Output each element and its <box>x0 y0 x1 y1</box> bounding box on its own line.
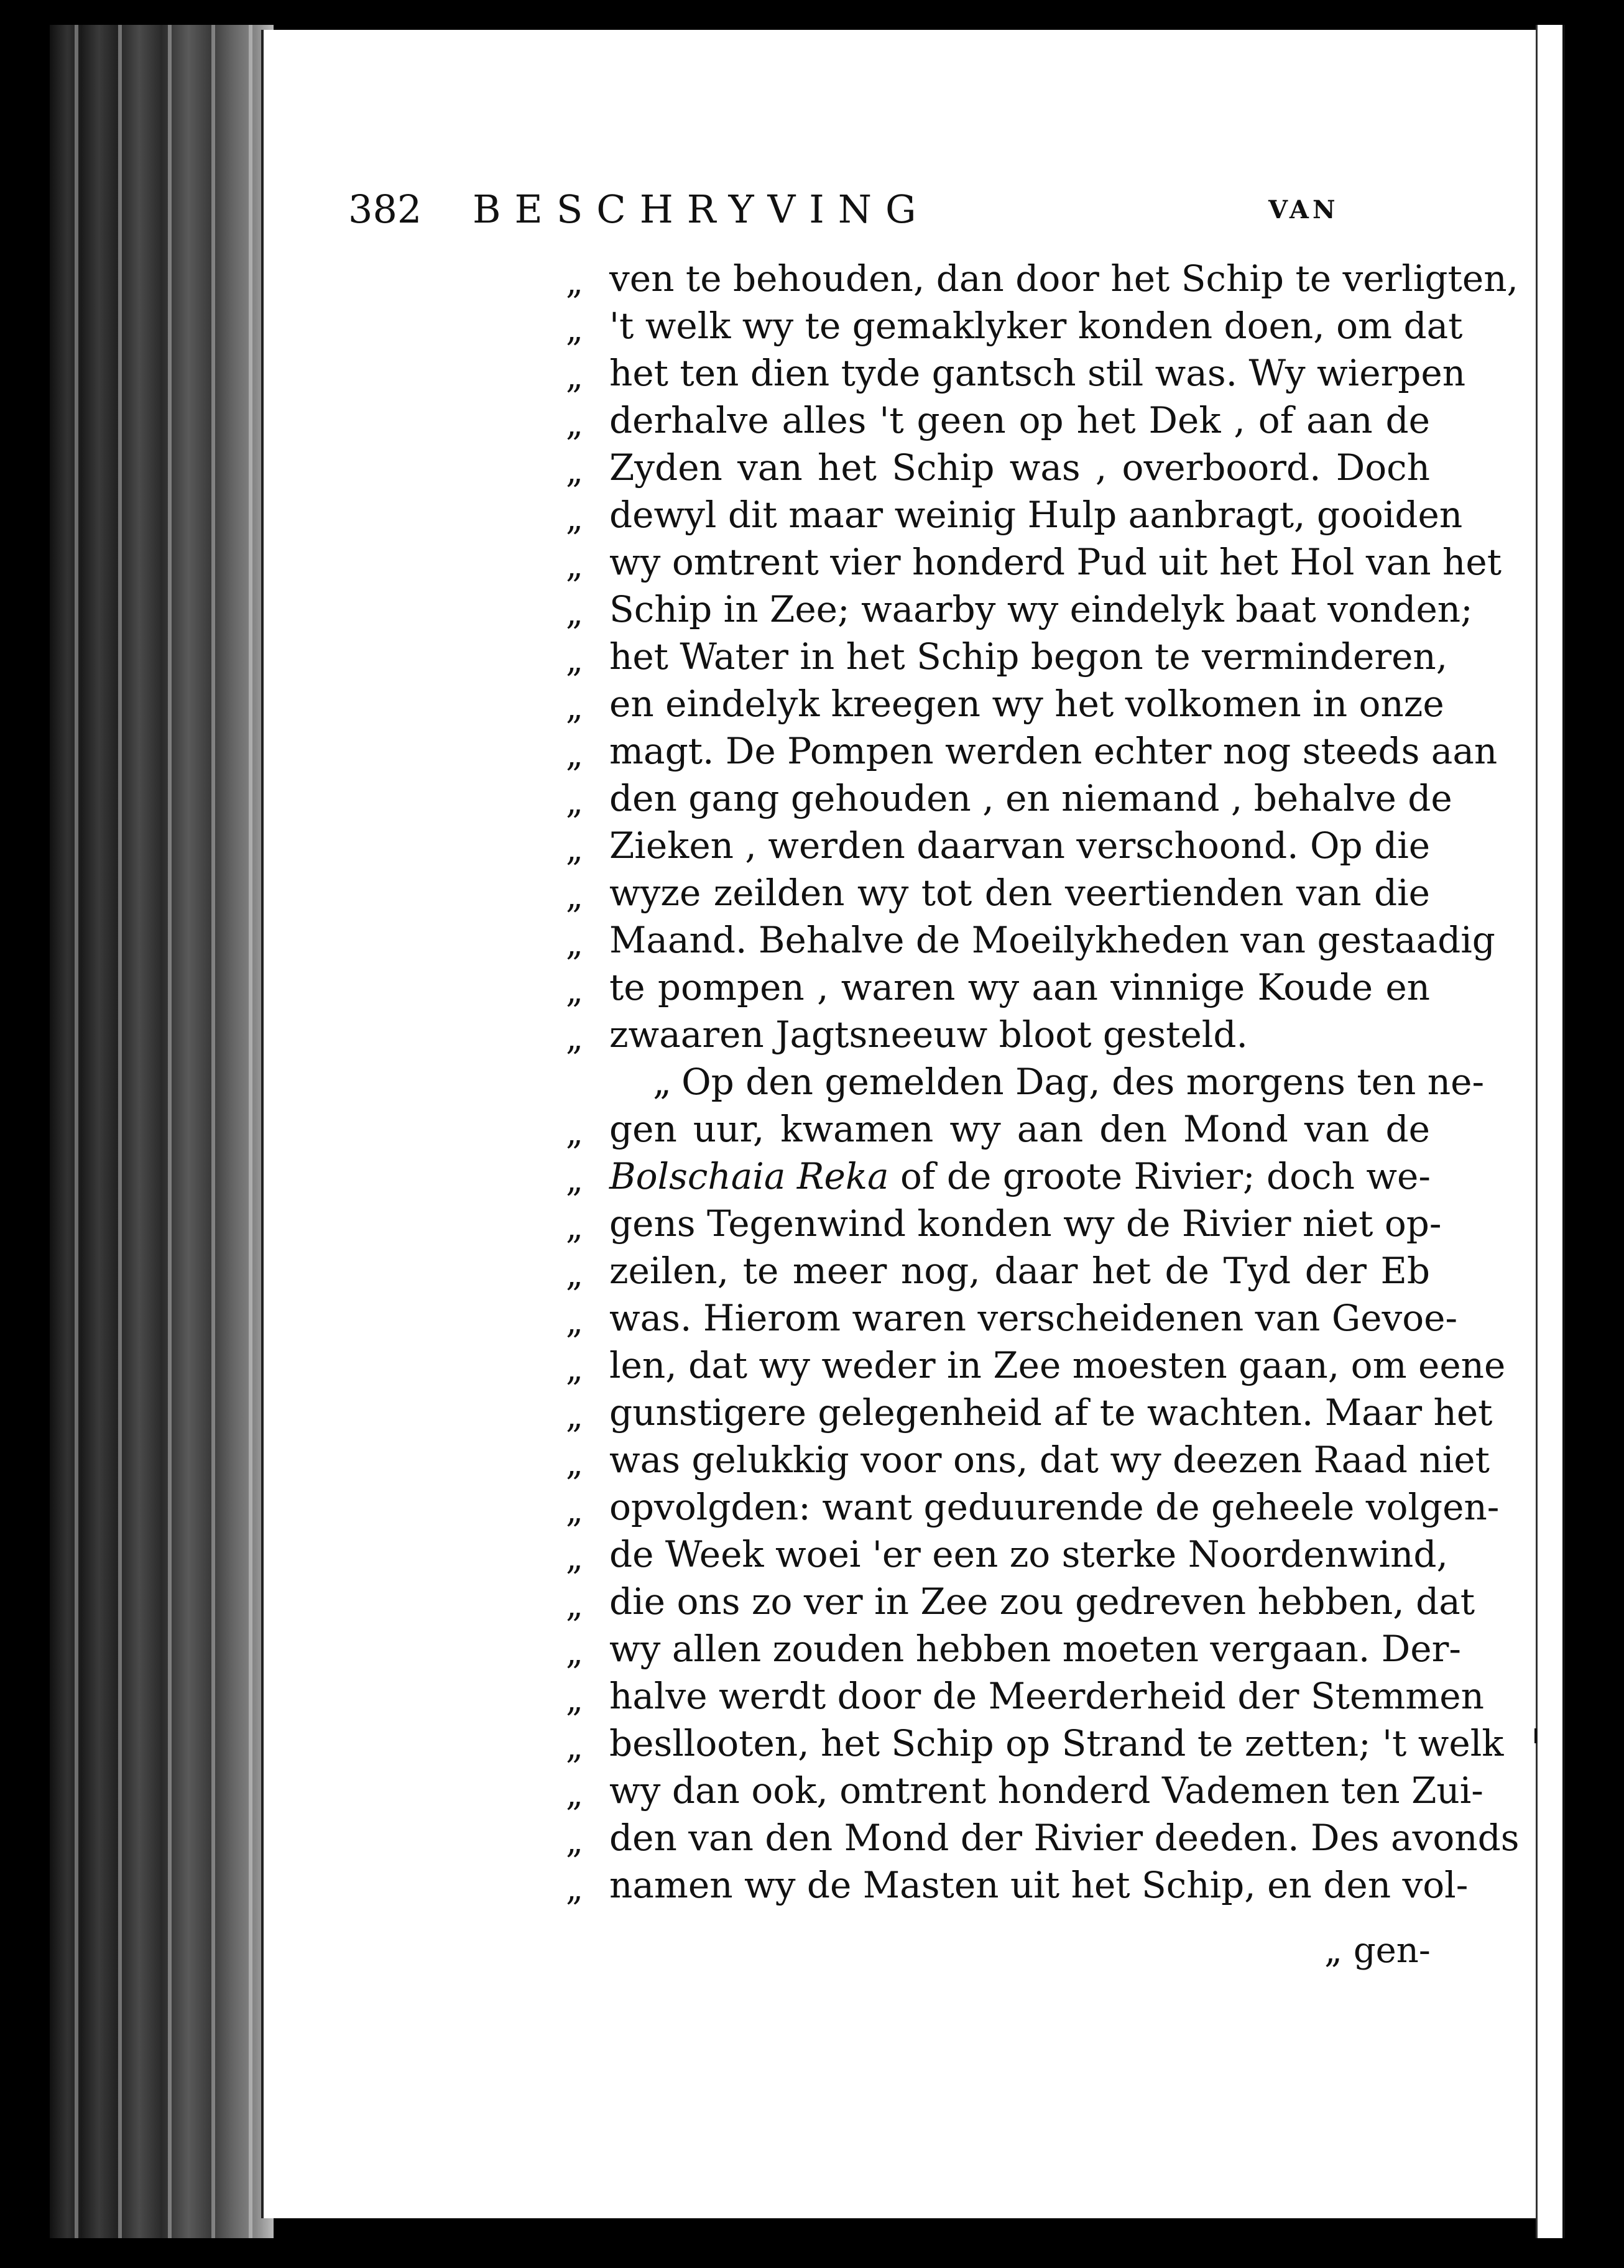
line-text: Zyden van het Schip was , overboord. Doch <box>609 446 1430 489</box>
text-line <box>566 1767 1483 1814</box>
quote-mark: „ <box>566 1869 583 1908</box>
text-line <box>566 1011 1430 1058</box>
quote-mark: „ <box>566 1538 583 1577</box>
quote-mark: „ <box>566 357 583 396</box>
quote-mark: „ <box>566 1302 583 1341</box>
paragraph-1 <box>566 255 1518 1058</box>
quote-mark: „ <box>566 1680 583 1719</box>
quote-mark: „ <box>566 1822 583 1861</box>
quote-mark: „ <box>566 829 583 869</box>
text-line <box>566 1436 1490 1483</box>
page-edge-stripe <box>75 25 78 2238</box>
quote-mark: „ <box>566 1349 583 1388</box>
body-text <box>566 255 1520 1909</box>
quote-mark: „ <box>566 451 583 491</box>
text-line <box>566 1861 1469 1909</box>
quote-mark: „ <box>566 310 583 349</box>
line-text: ven te behouden, dan door het Schip te verligten, <box>609 257 1518 300</box>
page-edge-stripe <box>118 25 122 2238</box>
line-text: was gelukkig voor ons, dat wy deezen Raad niet <box>609 1439 1490 1481</box>
text-line <box>609 1058 1485 1105</box>
text-line <box>566 302 1463 349</box>
quote-mark: „ <box>566 1774 583 1814</box>
text-line <box>566 633 1448 680</box>
line-text: derhalve alles 't geen op het Dek , of aan de <box>609 399 1430 441</box>
line-text: den gang gehouden , en niemand , behalve de <box>609 777 1452 819</box>
running-title-suffix: VAN <box>1268 195 1339 224</box>
text-line <box>566 349 1466 397</box>
line-text: namen wy de Masten uit het Schip, en den vol- <box>609 1864 1469 1906</box>
text-line <box>566 397 1430 444</box>
line-text: Schip in Zee; waarby wy eindelyk baat vonden; <box>609 588 1473 630</box>
text-line <box>566 586 1473 633</box>
line-text: wy omtrent vier honderd Pud uit het Hol van het <box>609 541 1502 583</box>
text-line <box>566 1342 1506 1389</box>
quote-mark: „ <box>566 1633 583 1672</box>
line-text: halve werdt door de Meerderheid der Stemmen <box>609 1675 1484 1717</box>
line-text: het ten dien tyde gantsch stil was. Wy wierpen <box>609 352 1466 394</box>
line-text: te pompen , waren wy aan vinnige Koude en <box>609 966 1430 1008</box>
line-text: besllooten, het Schip op Strand te zetten; 't welk <box>609 1722 1504 1764</box>
text-line <box>566 1200 1442 1247</box>
quote-mark: „ <box>566 640 583 680</box>
text-line <box>566 1578 1475 1625</box>
quote-mark: „ <box>566 1491 583 1530</box>
quote-mark: „ <box>566 1444 583 1483</box>
running-title: BESCHRYVING <box>473 187 930 232</box>
text-line <box>566 1814 1520 1861</box>
italic-place-name: Bolschaia Reka <box>609 1155 889 1197</box>
quote-mark: „ <box>566 499 583 538</box>
line-text: wy dan ook, omtrent honderd Vademen ten Zui- <box>609 1769 1483 1812</box>
quote-mark: „ <box>566 877 583 916</box>
text-line <box>566 869 1430 916</box>
text-line <box>566 964 1430 1011</box>
quote-mark: „ <box>566 404 583 443</box>
text-line <box>566 1153 1431 1200</box>
line-text: opvolgden: want geduurende de geheele volgen- <box>609 1486 1500 1528</box>
page-edge-stripe <box>249 25 252 2238</box>
quote-mark: „ <box>566 1255 583 1294</box>
text-line <box>566 727 1498 775</box>
line-text: den van den Mond der Rivier deeden. Des avonds <box>609 1817 1520 1859</box>
text-line <box>566 491 1463 538</box>
text-line <box>566 1625 1461 1672</box>
text-line <box>566 916 1495 964</box>
line-text: was. Hierom waren verscheidenen van Gevoe- <box>609 1297 1458 1339</box>
text-line <box>566 538 1502 586</box>
text-line <box>566 775 1452 822</box>
page-number: 382 <box>348 187 422 232</box>
text-line <box>566 1105 1430 1153</box>
text-line <box>566 1483 1500 1531</box>
line-text: wyze zeilden wy tot den veertienden van die <box>609 872 1430 914</box>
line-text: Maand. Behalve de Moeilykheden van gestaadig <box>609 919 1495 961</box>
book-fore-edge <box>50 25 274 2238</box>
line-text: de Week woei 'er een zo sterke Noordenwind, <box>609 1533 1448 1575</box>
line-text: 't welk wy te gemaklyker konden doen, om dat <box>609 305 1463 347</box>
catchword: „ gen- <box>1324 1930 1431 1971</box>
quote-mark: „ <box>566 1207 583 1247</box>
quote-mark: „ <box>566 1396 583 1436</box>
page-edge-stripe <box>211 25 215 2238</box>
page-edge-stripe <box>168 25 172 2238</box>
quote-mark: „ <box>566 546 583 585</box>
line-text: het Water in het Schip begon te verminderen, <box>609 635 1448 678</box>
quote-mark: „ <box>566 1160 583 1199</box>
text-line <box>566 1720 1504 1767</box>
page-header <box>348 187 1343 249</box>
quote-mark: „ <box>566 688 583 727</box>
text-line <box>566 1389 1493 1436</box>
line-text: zeilen, te meer nog, daar het de Tyd der Eb <box>609 1250 1430 1292</box>
facing-page-edge <box>1536 25 1565 2238</box>
quote-mark: „ <box>653 1061 672 1103</box>
line-text: magt. De Pompen werden echter nog steeds aan <box>609 730 1498 772</box>
quote-mark: „ <box>566 1727 583 1766</box>
text-line <box>566 444 1430 491</box>
line-text: en eindelyk kreegen wy het volkomen in onze <box>609 683 1444 725</box>
line-text: dewyl dit maar weinig Hulp aanbragt, gooiden <box>609 494 1463 536</box>
quote-mark: „ <box>566 782 583 821</box>
text-line <box>566 1247 1430 1294</box>
text-line <box>566 822 1431 869</box>
text-line <box>566 255 1518 302</box>
line-text: of de groote Rivier; doch we- <box>900 1155 1431 1197</box>
line-text: Zieken , werden daarvan verschoond. Op die <box>609 824 1431 867</box>
line-text: len, dat wy weder in Zee moesten gaan, om eene <box>609 1344 1506 1386</box>
line-text: wy allen zouden hebben moeten vergaan. Der- <box>609 1628 1461 1670</box>
quote-mark: „ <box>566 1113 583 1152</box>
line-text: zwaaren Jagtsneeuw bloot gesteld. <box>609 1013 1248 1056</box>
ink-speck <box>1534 1728 1537 1743</box>
line-text: gen uur, kwamen wy aan den Mond van de <box>609 1108 1430 1150</box>
paragraph-2 <box>566 1200 1520 1909</box>
text-line <box>566 1531 1448 1578</box>
quote-mark: „ <box>566 1585 583 1625</box>
text-line <box>566 680 1444 727</box>
text-line <box>566 1294 1458 1342</box>
quote-mark: „ <box>566 971 583 1010</box>
line-text: gunstigere gelegenheid af te wachten. Maar het <box>609 1391 1493 1434</box>
text-line <box>566 1672 1484 1720</box>
quote-mark: „ <box>566 262 583 302</box>
quote-mark: „ <box>566 924 583 963</box>
quote-mark: „ <box>566 1018 583 1058</box>
line-text: die ons zo ver in Zee zou gedreven hebben, dat <box>609 1580 1475 1623</box>
quote-mark: „ <box>566 735 583 774</box>
line-text: Op den gemelden Dag, des morgens ten ne- <box>681 1061 1485 1103</box>
quote-mark: „ <box>566 593 583 632</box>
line-text: gens Tegenwind konden wy de Rivier niet op- <box>609 1202 1442 1245</box>
